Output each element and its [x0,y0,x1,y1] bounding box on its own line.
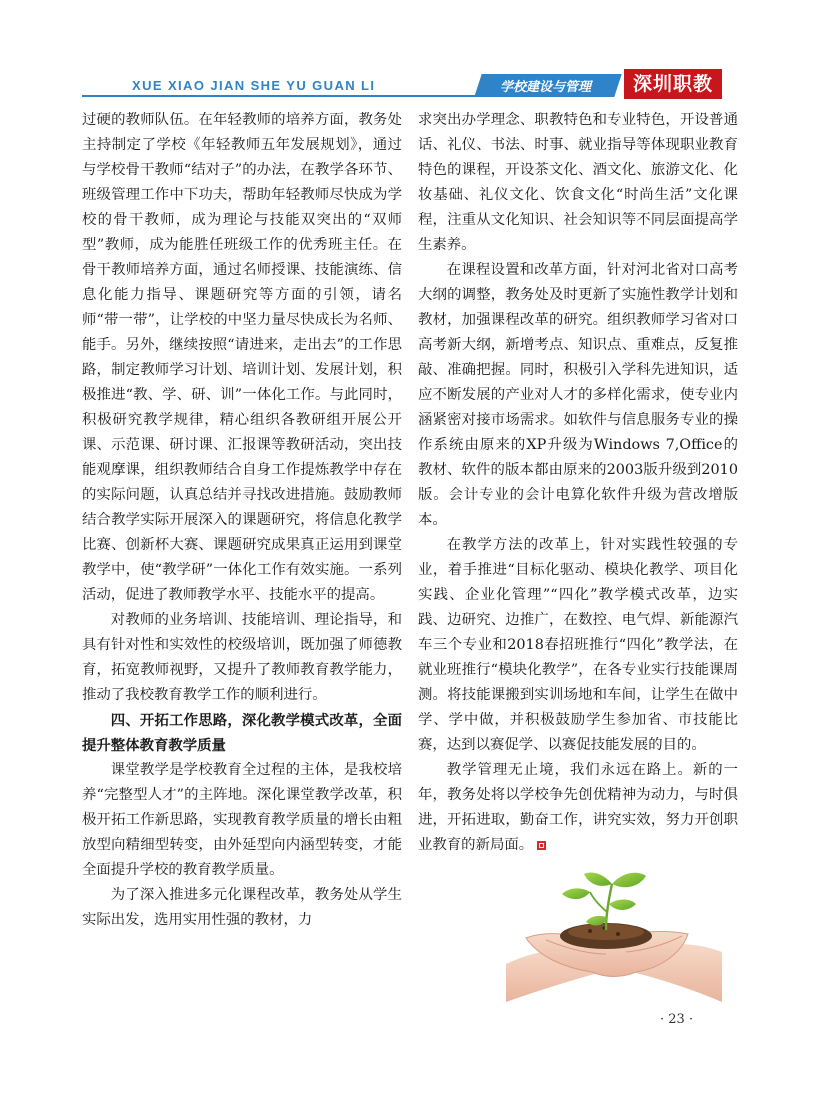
page-header [0,66,816,100]
paragraph-classroom-teaching: 课堂教学是学校教育全过程的主体，是我校培养“完整型人才”的主阵地。深化课堂教学改革，积极开拓工作新思路，实现教育教学质量的增长由粗放型向精细型转变，由外延型向内涵型转变，才能全面提升学校的教育教学质量。 [82,762,402,878]
end-mark-icon [537,841,546,850]
paragraph-teaching-methods: 在教学方法的改革上，针对实践性较强的专业，着手推进“目标化驱动、模块化教学、项目化实践、企业化管理”“四化”教学模式改革，边实践、边研究、边推广，在数控、电气焊、新能源汽车三个专业和2018春招班推行“四化”教学法，在就业班推行“模块化教学”，在各专业实行技能课周测。将技能课搬到实训场地和车间，让学生在做中学、学中做，并积极鼓励学生参加省、市技能比赛，达到以赛促学、以赛促技能发展的目的。 [418,537,738,753]
magazine-name-badge: 深圳职教 [624,69,722,99]
conclusion-text: 教学管理无止境，我们永远在路上。新的一年，教务处将以学校争先创优精神为动力，与时俱进，开拓进取，勤奋工作，讲究实效，努力开创职业教育的新局面。 [418,762,738,853]
header-section-label: 学校建设与管理 [500,80,592,95]
hands-seedling-illustration [506,868,722,1002]
left-text-column [82,108,402,933]
section-heading-four: 四、开拓工作思路，深化教学模式改革，全面提升整体教育教学质量 [82,712,402,754]
paragraph-conclusion [418,758,738,858]
right-text-column [418,108,738,858]
paragraph-teacher-training: 过硬的教师队伍。在年轻教师的培养方面，教务处主持制定了学校《年轻教师五年发展规划》，通过与学校骨干教师“结对子”的办法，在教学各环节、班级管理工作中下功夫，帮助年轻教师尽快成为学校的骨干教师，成为理论与技能双突出的“双师型”教师，成为能胜任班级工作的优秀班主任。在骨干教师培养方面，通过名师授课、技能演练、信息化能力指导、课题研究等方面的引领，请名师“带一带”，让学校的中坚力量尽快成长为名师、能手。另外，继续按照“请进来，走出去”的工作思路，制定教师学习计划、培训计划、发展计划，积极推进“教、学、研、训”一体化工作。与此同时，积极研究教学规律，精心组织各教研组开展公开课、示范课、研讨课、汇报课等教研活动，突出技能观摩课，组织教师结合自身工作提炼教学中存在的实际问题，认真总结并寻找改进措施。鼓励教师结合教学实际开展深入的课题研究，将信息化教学比赛、创新杯大赛、课题研究成果真正运用到课堂教学中，使“教学研”一体化工作有效实施。一系列活动，促进了教师教学水平、技能水平的提高。 [82,112,402,603]
paragraph-training-results: 对教师的业务培训、技能培训、理论指导，和具有针对性和实效性的校级培训，既加强了师德教育，拓宽教师视野，又提升了教师教育教学能力，推动了我校教育教学工作的顺利进行。 [82,612,402,703]
paragraph-course-offerings: 求突出办学理念、职教特色和专业特色，开设普通话、礼仪、书法、时事、就业指导等体现职业教育特色的课程，开设茶文化、酒文化、旅游文化、化妆基础、礼仪文化、饮食文化“时尚生活”文化课程，注重从文化知识、社会知识等不同层面提高学生素养。 [418,112,738,253]
paragraph-curriculum-reform: 为了深入推进多元化课程改革，教务处从学生实际出发，选用实用性强的教材，力 [82,887,402,928]
leaf-shape [612,873,646,888]
paragraph-course-setting: 在课程设置和改革方面，针对河北省对口高考大纲的调整，教务处及时更新了实施性教学计划和教材，加强课程改革的研究。组织教师学习省对口高考新大纲，新增考点、知识点、重难点，反复推敲、准确把握。同时，积极引入学科先进知识，适应不断发展的产业对人才的多样化需求，使专业内涵紧密对接市场需求。如软件与信息服务专业的操作系统由原来的XP升级为Windows 7,Office的教材、软件的版本都由原来的2003版升级到2010版。会计专业的会计电算化软件升级为营改增版本。 [418,262,738,528]
header-rule [82,95,482,97]
header-pinyin-title: XUE XIAO JIAN SHE YU GUAN LI [132,78,376,93]
page-number: · 23 · [660,1012,694,1027]
